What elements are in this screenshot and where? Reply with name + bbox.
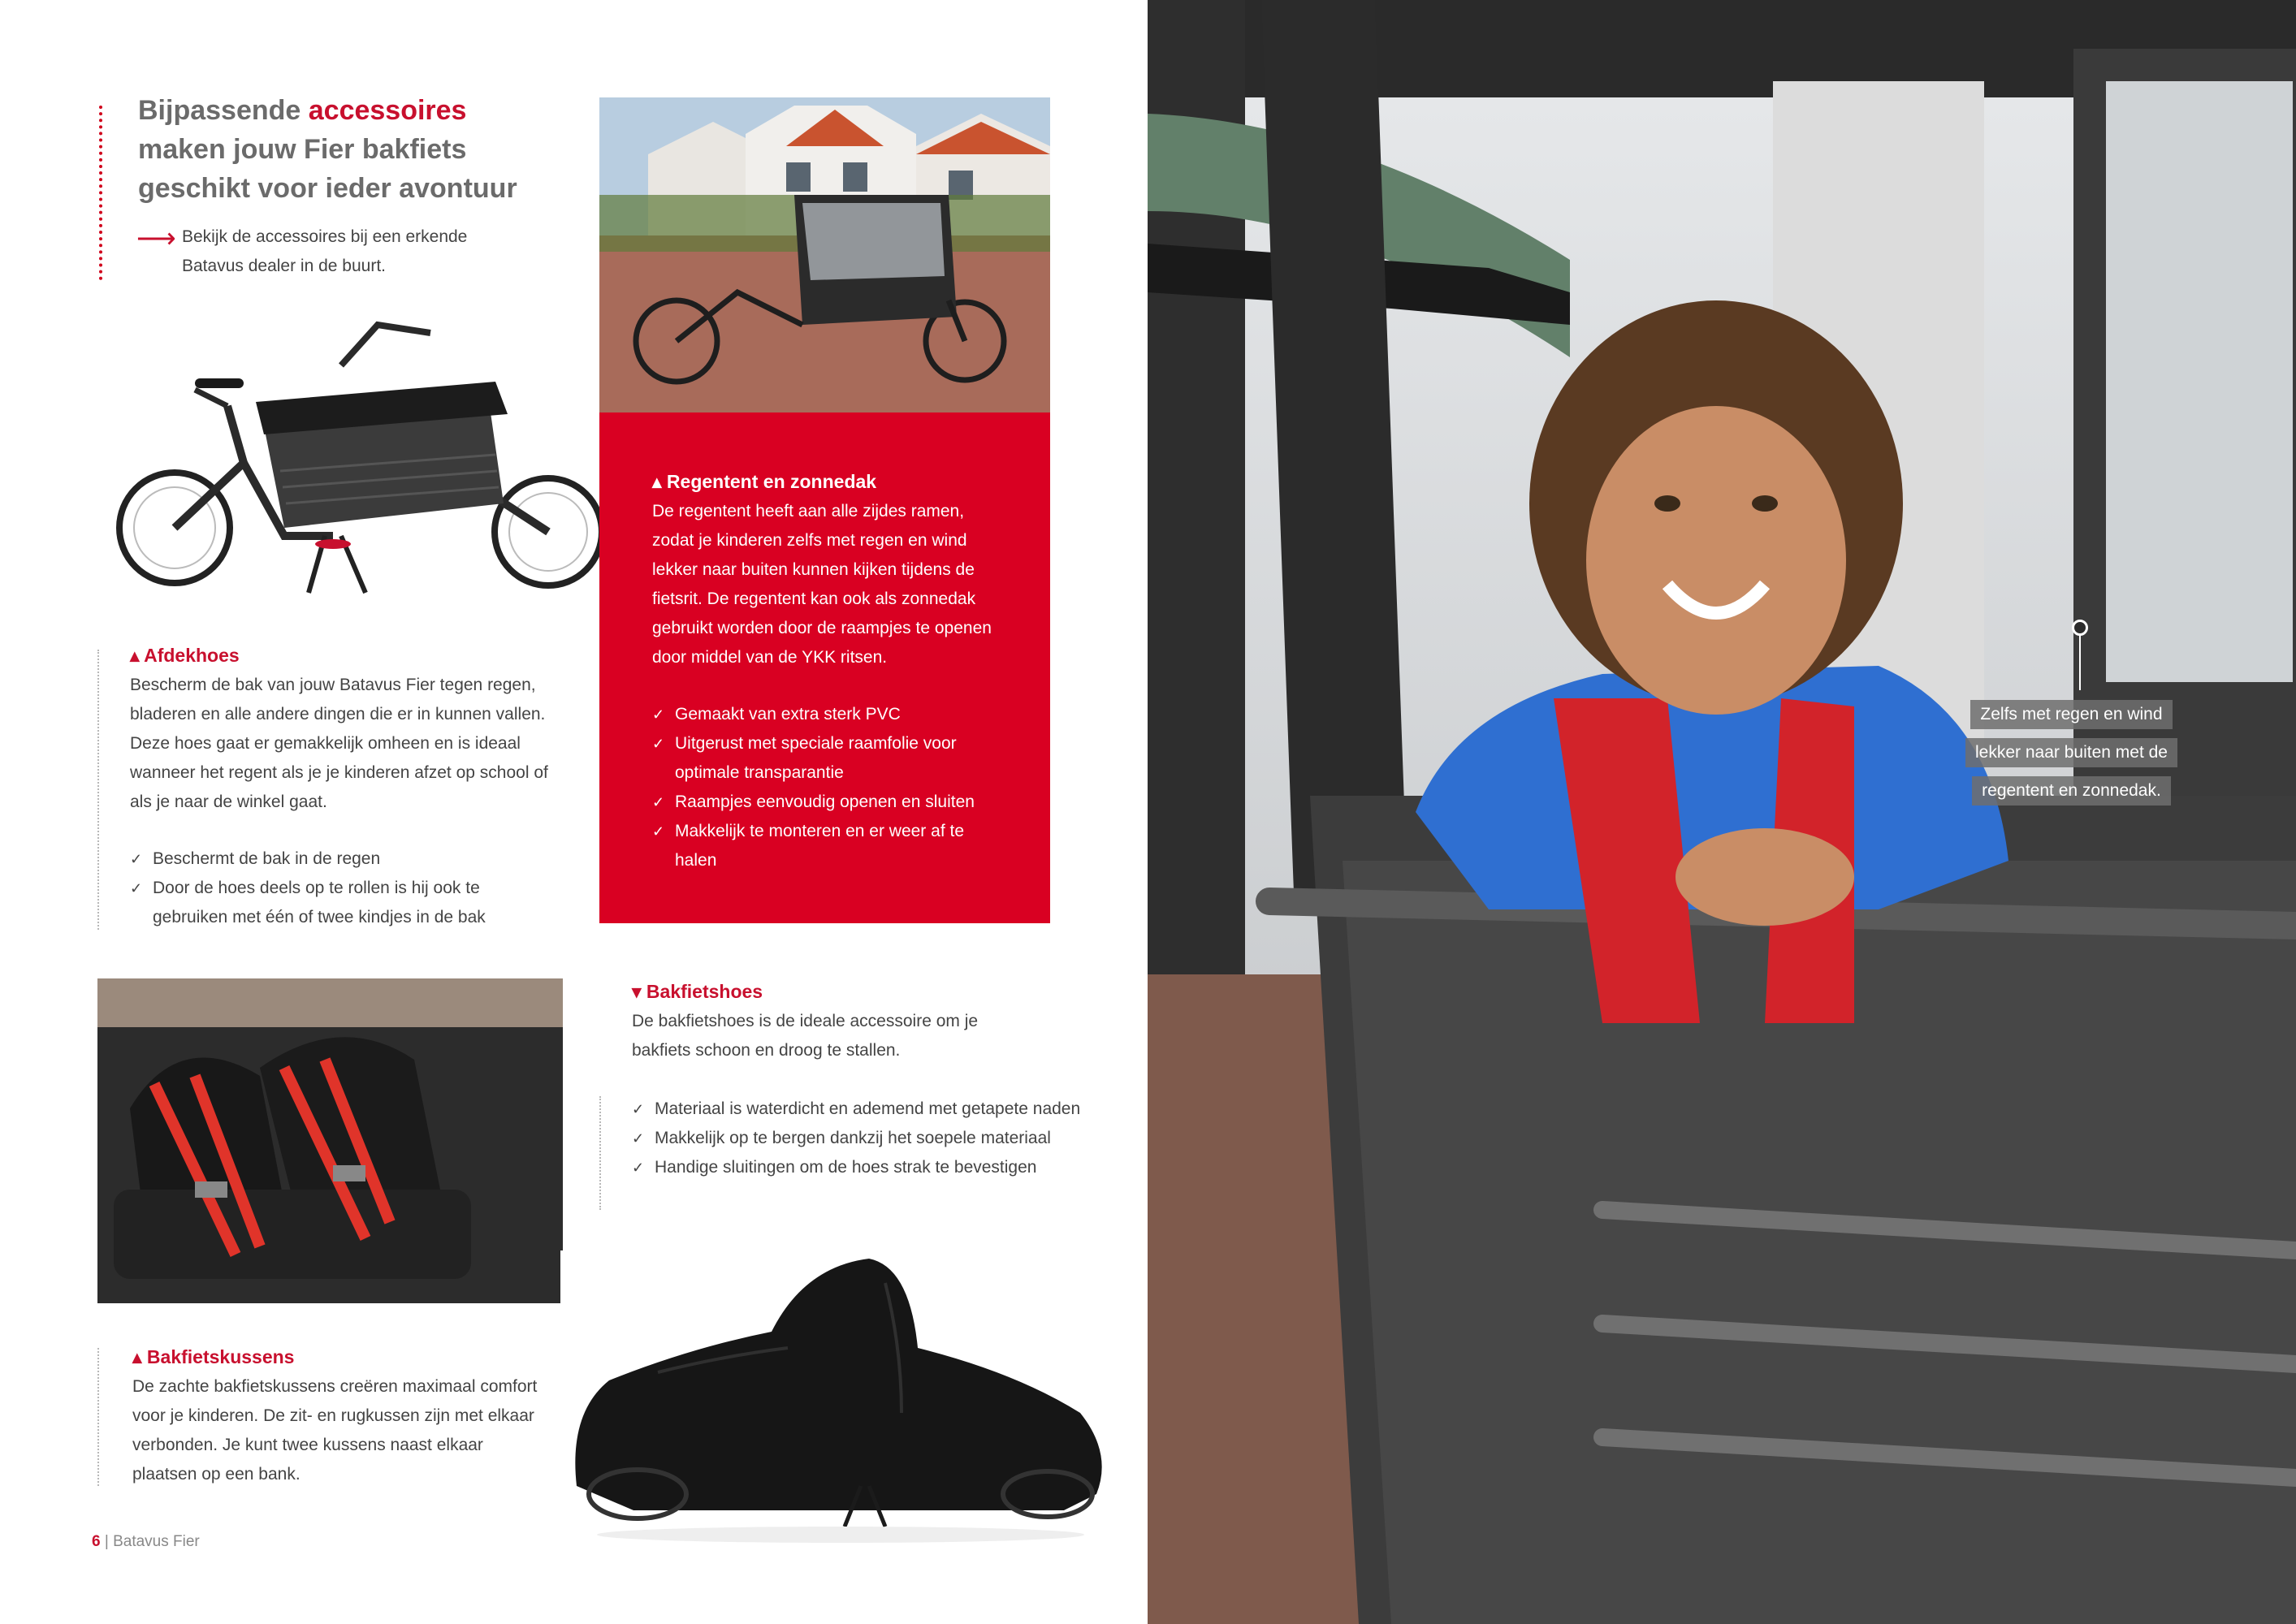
cargo-bike-cover-illustration (97, 300, 617, 625)
list-item: ✓ Makkelijk op te bergen dankzij het soepele materiaal (632, 1124, 1087, 1153)
bakfietshoes-body: De bakfietshoes is de ideale accessoire om je bakfiets schoon en droog te stallen. (632, 1012, 979, 1060)
regententen-bullets (652, 700, 1001, 875)
footer-brand: Batavus Fier (113, 1533, 200, 1550)
headline-line2: maken jouw Fier bakfiets (138, 134, 467, 165)
footer-separator: | (100, 1533, 114, 1550)
page-footer (92, 1533, 200, 1551)
check-icon: ✓ (632, 1130, 645, 1147)
bakfietshoes-rule (599, 1096, 601, 1210)
caption-line: lekker naar buiten met de (1965, 738, 2177, 767)
regententen-body: De regentent heeft aan alle zijdes ramen, zodat je kinderen zelfs met regen en wind lekker naar buiten kunnen kijken tijdens de fietsrit. De regentent kan ook als zonnedak gebruikt worden door de raampjes te openen door middel van de YKK ritsen. (652, 502, 992, 667)
bakfietskussens-rule (97, 1348, 99, 1486)
list-item: ✓ Beschermt de bak in de regen (130, 844, 536, 874)
check-icon: ✓ (652, 794, 665, 810)
headline-dotted-rule (99, 106, 102, 280)
photo-caption (1965, 700, 2177, 814)
list-item: ✓ Uitgerust met speciale raamfolie voor optimale transparantie (652, 729, 1001, 788)
regententen-title: ▴ Regentent en zonnedak (652, 471, 877, 492)
dealer-link-row[interactable] (136, 223, 523, 281)
caption-line: Zelfs met regen en wind (1970, 700, 2172, 729)
check-icon: ✓ (632, 1160, 645, 1176)
afdekhoes-bullets (130, 844, 536, 932)
check-icon: ✓ (130, 851, 143, 867)
list-item: ✓ Materiaal is waterdicht en ademend met getapete naden (632, 1095, 1087, 1124)
check-icon: ✓ (632, 1101, 645, 1117)
check-icon: ✓ (130, 880, 143, 896)
dealer-link-text[interactable]: Bekijk de accessoires bij een erkende Batavus dealer in de buurt. (182, 227, 468, 275)
bakfietskussens-photo (97, 978, 563, 1303)
bakfietshoes-title: ▾ Bakfietshoes (632, 981, 763, 1002)
bakfietshoes-bullets (632, 1095, 1087, 1182)
caption-pin-line (2079, 633, 2081, 690)
headline-line3: geschikt voor ieder avontuur (138, 173, 517, 204)
bakfietskussens-body: De zachte bakfietskussens creëren maximaal comfort voor je kinderen. De zit- en rugkussen zijn met elkaar verbonden. Je kunt twee kussens naast elkaar plaatsen op een bank. (132, 1377, 538, 1484)
list-item: ✓ Raampjes eenvoudig openen en sluiten (652, 788, 1001, 817)
rain-tent-street-illustration (599, 97, 1050, 412)
list-item: ✓ Handige sluitingen om de hoes strak te bevestigen (632, 1153, 1087, 1182)
page-headline (138, 91, 593, 208)
check-icon: ✓ (652, 706, 665, 723)
caption-line: regentent en zonnedak. (1972, 776, 2171, 806)
bakfietskussens-title: ▴ Bakfietskussens (132, 1346, 295, 1367)
list-item: ✓ Gemaakt van extra sterk PVC (652, 700, 1001, 729)
check-icon: ✓ (652, 823, 665, 840)
list-item: ✓ Makkelijk te monteren en er weer af te halen (652, 817, 1001, 875)
check-icon: ✓ (652, 736, 665, 752)
headline-accent: accessoires (308, 95, 467, 126)
afdekhoes-product-photo (97, 300, 617, 625)
afdekhoes-rule (97, 650, 99, 930)
headline-part1: Bijpassende (138, 95, 309, 126)
list-item: ✓ Door de hoes deels op te rollen is hij ook te gebruiken met één of twee kindjes in de bak (130, 874, 536, 932)
arrow-right-icon: ⟶ (136, 223, 176, 254)
cushion-seats-illustration (97, 978, 563, 1303)
afdekhoes-body: Bescherm de bak van jouw Batavus Fier tegen regen, bladeren en alle andere dingen die er in kunnen vallen. Deze hoes gaat er gemakkelijk omheen en is ideaal wanneer het regent als je je kinderen afzet op school of als je naar de winkel gaat. (130, 676, 548, 811)
regententen-photo (599, 97, 1050, 412)
page-number: 6 (92, 1533, 101, 1550)
bike-cover-illustration (560, 1250, 1121, 1551)
afdekhoes-title: ▴ Afdekhoes (130, 645, 240, 666)
bakfietshoes-photo (560, 1250, 1121, 1551)
